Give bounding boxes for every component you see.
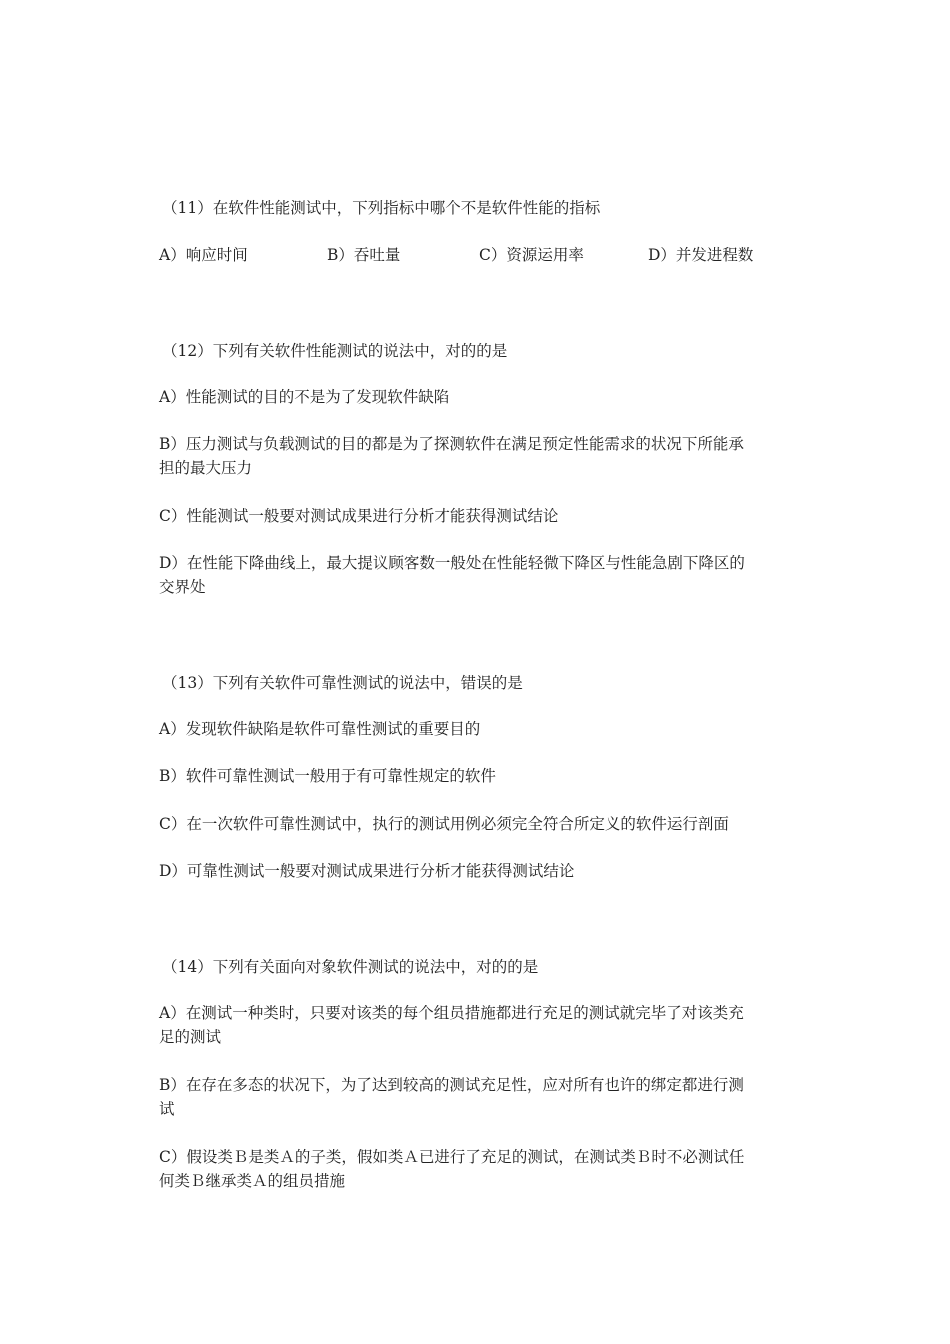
question-12-stem: （12）下列有关软件性能测试的说法中，对的的是	[162, 342, 508, 360]
question-14-option-a-line-2: 足的测试	[159, 1028, 222, 1046]
question-13-stem: （13）下列有关软件可靠性测试的说法中，错误的是	[162, 674, 523, 692]
question-12-option-c: C）性能测试一般要对测试成果进行分析才能获得测试结论	[159, 507, 559, 525]
question-11-option-c: C）资源运用率	[479, 246, 584, 264]
question-12-option-b-line-2: 担的最大压力	[159, 459, 253, 477]
question-14-option-b-line-2: 试	[159, 1100, 175, 1118]
question-13-option-c: C）在一次软件可靠性测试中，执行的测试用例必须完全符合所定义的软件运行剖面	[159, 815, 729, 833]
question-14-stem: （14）下列有关面向对象软件测试的说法中，对的的是	[162, 958, 539, 976]
question-12-option-b-line-1: B）压力测试与负载测试的目的都是为了探测软件在满足预定性能需求的状况下所能承	[159, 435, 744, 453]
question-11-option-d: D）并发进程数	[648, 246, 754, 264]
question-11-options	[0, 243, 950, 267]
question-13-option-b: B）软件可靠性测试一般用于有可靠性规定的软件	[159, 767, 496, 785]
question-14-option-a-line-1: A）在测试一种类时，只要对该类的每个组员措施都进行充足的测试就完毕了对该类充	[159, 1004, 744, 1022]
question-12-option-d-line-1: D）在性能下降曲线上，最大提议顾客数一般处在性能轻微下降区与性能急剧下降区的	[159, 554, 745, 572]
question-14-option-b-line-1: B）在存在多态的状况下，为了达到较高的测试充足性，应对所有也许的绑定都进行测	[159, 1076, 744, 1094]
question-11-option-a: A）响应时间	[159, 246, 248, 264]
question-14-option-c-line-2: 何类Ｂ继承类Ａ的组员措施	[159, 1172, 346, 1190]
question-13-option-d: D）可靠性测试一般要对测试成果进行分析才能获得测试结论	[159, 862, 575, 880]
question-11-option-b: B）吞吐量	[327, 246, 401, 264]
question-11-stem: （11）在软件性能测试中，下列指标中哪个不是软件性能的指标	[162, 199, 601, 217]
question-12-option-a: A）性能测试的目的不是为了发现软件缺陷	[159, 388, 450, 406]
question-12-option-d-line-2: 交界处	[159, 578, 206, 596]
question-14-option-c-line-1: C）假设类Ｂ是类Ａ的子类，假如类Ａ已进行了充足的测试，在测试类Ｂ时不必测试任	[159, 1148, 745, 1166]
question-13-option-a: A）发现软件缺陷是软件可靠性测试的重要目的	[159, 720, 481, 738]
